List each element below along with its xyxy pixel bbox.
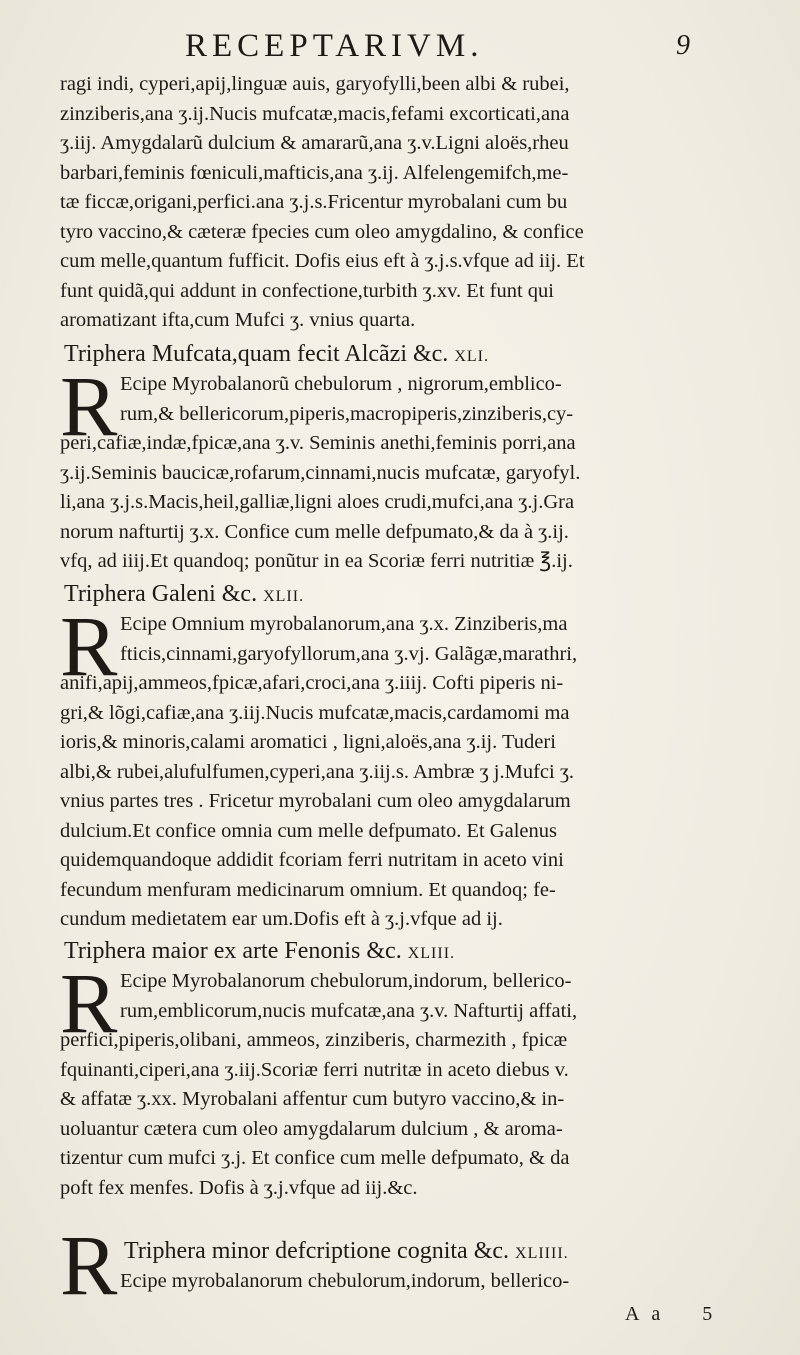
text-line: funt quidã,qui addunt in confectione,turbith ʒ.xv. Et funt qui	[60, 279, 554, 302]
text-line: rum,& bellericorum,piperis,macropiperis,zinziberis,cy-	[120, 402, 574, 425]
recipe-paragraph	[60, 358, 760, 577]
text-line: poft fex menfes. Dofis à ʒ.j.vfque ad iij.&c.	[60, 1176, 418, 1199]
recipe-section	[60, 578, 760, 935]
recipe-section	[60, 338, 760, 577]
text-line: fecundum menfuram medicinarum omnium. Et quandoq; fe-	[60, 878, 556, 901]
page-title: RECEPTARIVM.	[185, 28, 484, 64]
text-line: peri,cafiæ,indæ,fpicæ,ana ʒ.v. Seminis anethi,feminis porri,ana	[60, 432, 576, 454]
recipe-paragraph	[60, 1217, 760, 1313]
catchword-line	[625, 1303, 716, 1326]
catchword: 5	[702, 1303, 717, 1325]
text-line: tizentur cum mufci ʒ.j. Et confice cum melle defpumato, & da	[60, 1147, 570, 1169]
drop-capital: R	[60, 598, 118, 694]
text-line: vnius partes tres . Fricetur myrobalani cum oleo amygdalarum	[60, 790, 571, 812]
drop-capital: R	[60, 1217, 118, 1313]
section-number: XLI.	[454, 348, 489, 365]
section-heading	[60, 578, 760, 610]
text-line: uoluantur cætera cum oleo amygdalarum dulcium , & aroma-	[60, 1117, 563, 1140]
text-line: Ecipe Myrobalanorum chebulorum,indorum, bellerico-	[120, 970, 572, 992]
drop-capital: R	[60, 955, 118, 1051]
text-line: gri,& lõgi,cafiæ,ana ʒ.iij.Nucis mufcatæ,macis,cardamomi ma	[60, 701, 570, 724]
text-line: Ecipe Myrobalanorũ chebulorum , nigrorum,emblico-	[120, 373, 562, 395]
text-line: zinziberis,ana ʒ.ij.Nucis mufcatæ,macis,fefami excorticati,ana	[60, 102, 570, 125]
folio-number: 9	[676, 30, 690, 61]
text-line: ʒ.ij.Seminis baucicæ,rofarum,cinnami,nucis mufcatæ, garyofyl.	[60, 461, 581, 484]
text-line: tyro vaccino,& cæteræ fpecies cum oleo amygdalino, & confice	[60, 220, 584, 243]
text-line: dulcium.Et confice omnia cum melle defpumato. Et Galenus	[60, 819, 557, 842]
recipe-paragraph	[60, 598, 760, 935]
text-line: norum nafturtij ʒ.x. Confice cum melle defpumato,& da à ʒ.ij.	[60, 520, 569, 543]
text-line: Ecipe Omnium myrobalanorum,ana ʒ.x. Zinziberis,ma	[120, 613, 568, 635]
running-head	[130, 28, 690, 64]
text-line: li,ana ʒ.j.s.Macis,heil,galliæ,ligni aloes crudi,mufci,ana ʒ.j.Gra	[60, 491, 575, 513]
intro-paragraph	[60, 70, 760, 336]
section-heading	[60, 338, 760, 370]
text-line: ʒ.iij. Amygdalarũ dulcium & amararũ,ana ʒ.v.Ligni aloës,rheu	[60, 132, 569, 154]
text-line: & affatæ ʒ.xx. Myrobalani affentur cum butyro vaccino,& in-	[60, 1088, 565, 1110]
signature-mark: A a	[625, 1303, 665, 1325]
text-line: albi,& rubei,alufulfumen,cyperi,ana ʒ.iij.s. Ambræ ʒ j.Mufci ʒ.	[60, 760, 575, 783]
text-line: fquinanti,ciperi,ana ʒ.iij.Scoriæ ferri nutritæ in aceto diebus v.	[60, 1058, 569, 1081]
text-line: ragi indi, cyperi,apij,linguæ auis, garyofylli,been albi & rubei,	[60, 73, 570, 95]
section-heading	[60, 1235, 760, 1267]
section-number: XLII.	[263, 588, 305, 605]
section-heading	[60, 935, 760, 967]
section-number: XLIIII.	[515, 1245, 569, 1262]
section-number: XLIII.	[407, 945, 456, 962]
text-line: aromatizant ifta,cum Mufci ʒ. vnius quarta.	[60, 309, 416, 331]
text-line: perfici,piperis,olibani, ammeos, zinziberis, charmezith , fpicæ	[60, 1029, 568, 1051]
section-heading-text: Triphera maior ex arte Fenonis &c.	[64, 938, 402, 964]
section-heading-text: Triphera Mufcata,quam fecit Alcãzi &c.	[64, 341, 449, 367]
text-line: barbari,feminis fœniculi,mafticis,ana ʒ.ij. Alfelengemifch,me-	[60, 161, 569, 184]
text-line: quidemquandoque addidit fcoriam ferri nutritam in aceto vini	[60, 849, 564, 871]
section-heading-text: Triphera minor defcriptione cognita &c.	[124, 1238, 510, 1264]
text-line: tæ ficcæ,origani,perfici.ana ʒ.j.s.Fricentur myrobalani cum bu	[60, 191, 568, 213]
text-line: ioris,& minoris,calami aromatici , ligni,aloës,ana ʒ.ij. Tuderi	[60, 731, 556, 753]
text-line: vfq, ad iiij.Et quandoq; ponũtur in ea Scoriæ ferri nutritiæ ℥.ij.	[60, 550, 573, 572]
text-line: rum,emblicorum,nucis mufcatæ,ana ʒ.v. Nafturtij affati,	[120, 999, 578, 1022]
drop-capital: R	[60, 358, 118, 454]
text-line: Ecipe myrobalanorum chebulorum,indorum, bellerico-	[120, 1270, 570, 1292]
recipe-paragraph	[60, 955, 760, 1203]
text-line: fticis,cinnami,garyofyllorum,ana ʒ.vj. Galãgæ,marathri,	[120, 642, 578, 665]
section-heading-text: Triphera Galeni &c.	[64, 581, 258, 607]
text-line: cundum medietatem ear um.Dofis eft à ʒ.j.vfque ad ij.	[60, 908, 503, 930]
text-line: cum melle,quantum fufficit. Dofis eius eft à ʒ.j.s.vfque ad iij. Et	[60, 250, 585, 272]
text-line: anifi,apij,ammeos,fpicæ,afari,croci,ana ʒ.iiij. Cofti piperis ni-	[60, 672, 564, 694]
recipe-section	[60, 935, 760, 1203]
recipe-section	[60, 1217, 760, 1313]
